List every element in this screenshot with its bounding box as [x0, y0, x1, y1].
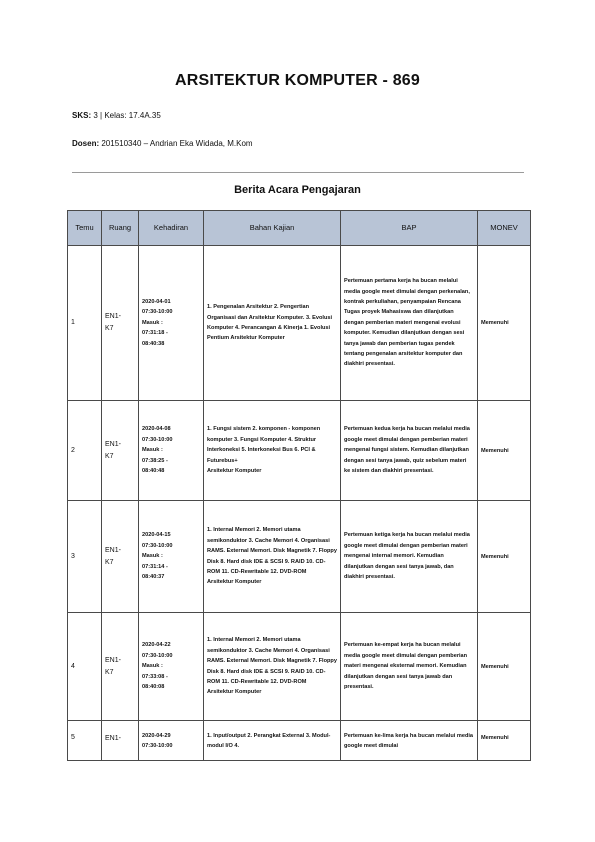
cell-ruang: EN1- K7 [102, 246, 139, 401]
cell-bahan-kajian: 1. Internal Memori 2. Memori utama semikonduktor 3. Cache Memori 4. Organisasi RAMS. External Memori. Disk Magnetik 7. Floppy Disk 8. Hard disk IDE & SCSI 9. RAID 10. CD-ROM 11. CD-Rewritable 12. DVD-ROM Arsitektur Komputer [204, 613, 341, 721]
table-row [68, 721, 531, 761]
cell-bahan-kajian: 1. Internal Memori 2. Memori utama semikonduktor 3. Cache Memori 4. Organisasi RAMS. External Memori. Disk Magnetik 7. Floppy Disk 8. Hard disk IDE & SCSI 9. RAID 10. CD-ROM 11. CD-Rewritable 12. DVD-ROM Arsitektur Komputer [204, 501, 341, 613]
cell-kehadiran: 2020-04-08 07:30-10:00 Masuk : 07:38:25 - 08:40:48 [139, 401, 204, 501]
cell-kehadiran: 2020-04-15 07:30-10:00 Masuk : 07:31:14 - 08:40:37 [139, 501, 204, 613]
dosen-line [72, 139, 253, 148]
cell-bap: Pertemuan ke-lima kerja ha bucan melalui media google meet dimulai [341, 721, 478, 761]
cell-ruang: EN1- [102, 721, 139, 761]
cell-monev: Memenuhi [478, 501, 531, 613]
col-header-bap: BAP [341, 211, 478, 246]
cell-temu: 3 [68, 501, 102, 613]
section-title: Berita Acara Pengajaran [234, 184, 361, 196]
table-row [68, 246, 531, 401]
cell-kehadiran: 2020-04-01 07:30-10:00 Masuk : 07:31:18 - 08:40:38 [139, 246, 204, 401]
cell-monev: Memenuhi [478, 613, 531, 721]
cell-bahan-kajian: 1. Fungsi sistem 2. komponen - komponen komputer 3. Fungsi Komputer 4. Struktur Interkoneksi 5. Interkoneksi Bus 6. PCI & Futurebus+ Arsitektur Komputer [204, 401, 341, 501]
col-header-temu: Temu [68, 211, 102, 246]
bap-table [67, 210, 531, 761]
cell-bap: Pertemuan ketiga kerja ha bucan melalui media google meet dimulai dengan pemberian materi mengenai internal memori. Kemudian dilanjutkan dengan sesi tanya jawab, dan diakhiri presentasi. [341, 501, 478, 613]
cell-kehadiran: 2020-04-29 07:30-10:00 [139, 721, 204, 761]
col-header-bahan-kajian: Bahan Kajian [204, 211, 341, 246]
cell-temu: 5 [68, 721, 102, 761]
cell-bap: Pertemuan ke-empat kerja ha bucan melalui media google meet dimulai dengan pemberian materi mengenai eksternal memori. Kemudian dilanjutkan dengan sesi tanya jawab dan presentasi. [341, 613, 478, 721]
dosen-label: Dosen: [72, 139, 100, 148]
page-title: ARSITEKTUR KOMPUTER - 869 [174, 72, 421, 89]
cell-bap: Pertemuan pertama kerja ha bucan melalui media google meet dimulai dengan perkenalan, kontrak perkuliahan, penyampaian Rencana Tugas proyek Mahasiswa dan dilanjutkan dengan pemberian materi mengenai evolusi komputer. Kemudian dilanjutkan dengan sesi tanya jawab dan pemberian tugas pendek tentang pengenalan arsitektur komputer dan diakhiri presentasi. [341, 246, 478, 401]
cell-monev: Memenuhi [478, 401, 531, 501]
cell-temu: 4 [68, 613, 102, 721]
cell-ruang: EN1- K7 [102, 613, 139, 721]
divider [72, 172, 524, 173]
cell-ruang: EN1- K7 [102, 501, 139, 613]
cell-ruang: EN1- K7 [102, 401, 139, 501]
cell-bahan-kajian: 1. Input/output 2. Perangkat External 3. Modul-modul I/O 4. [204, 721, 341, 761]
cell-monev: Memenuhi [478, 246, 531, 401]
col-header-monev: MONEV [478, 211, 531, 246]
cell-monev: Memenuhi [478, 721, 531, 761]
table-row [68, 501, 531, 613]
cell-kehadiran: 2020-04-22 07:30-10:00 Masuk : 07:33:08 - 08:40:08 [139, 613, 204, 721]
col-header-ruang: Ruang [102, 211, 139, 246]
sks-line [72, 111, 161, 120]
col-header-kehadiran: Kehadiran [139, 211, 204, 246]
table-row [68, 401, 531, 501]
dosen-value: 201510340 – Andrian Eka Widada, M.Kom [101, 139, 253, 148]
cell-bahan-kajian: 1. Pengenalan Arsitektur 2. Pengertian Organisasi dan Arsitektur Komputer. 3. Evolusi Komputer 4. Perancangan & Kinerja 1. Evolusi Pentium Arsitektur Komputer [204, 246, 341, 401]
table-header-row [68, 211, 531, 246]
cell-temu: 1 [68, 246, 102, 401]
table-row [68, 613, 531, 721]
sks-value: 3 | Kelas: 17.4A.35 [93, 111, 161, 120]
sks-label: SKS: [72, 111, 92, 120]
cell-bap: Pertemuan kedua kerja ha bucan melalui media google meet dimulai dengan pemberian materi mengenai fungsi sistem. Kemudian dilanjutkan dengan sesi tanya jawab, quiz sebelum materi ke sistem dan diakhiri presentasi. [341, 401, 478, 501]
cell-temu: 2 [68, 401, 102, 501]
